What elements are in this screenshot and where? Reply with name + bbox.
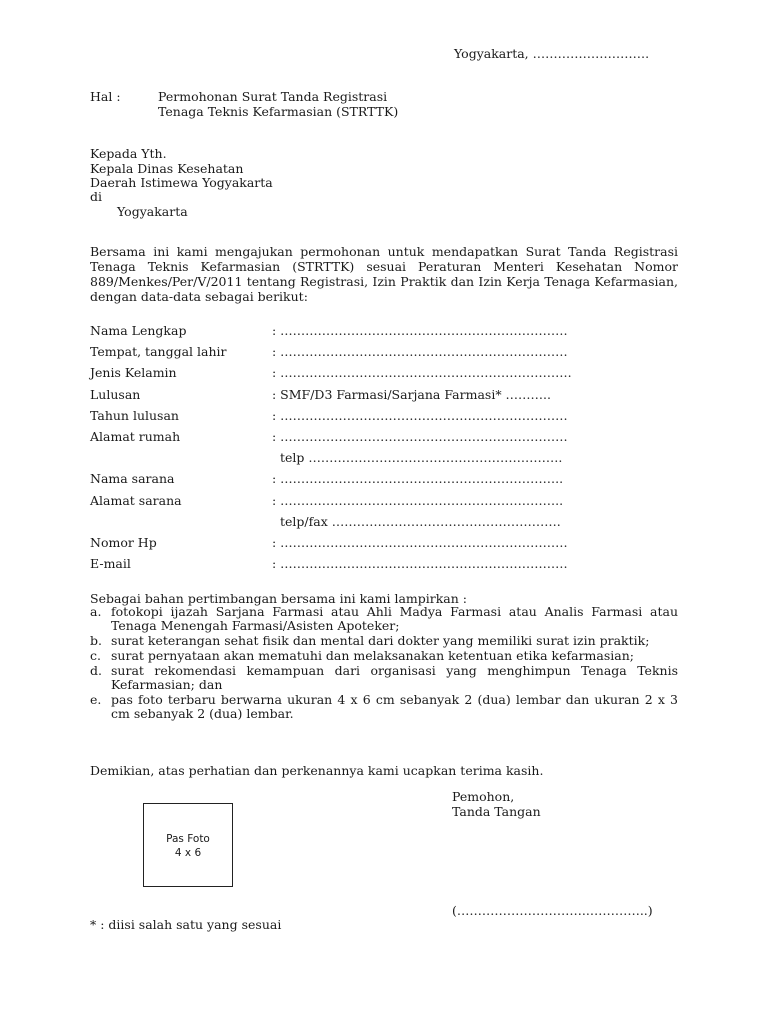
field-value-telpfax: telp/fax ………………………………………………. — [280, 514, 561, 529]
addressee-line-1: Kepada Yth. — [90, 146, 167, 161]
photo-box — [143, 803, 233, 887]
field-value-nama: : …………………………………………………………… — [272, 323, 568, 338]
field-value-alamat-sarana: : ………………………………………………………….. — [272, 493, 564, 508]
field-label-jk: Jenis Kelamin — [90, 365, 177, 380]
field-value-ttl: : …………………………………………………………… — [272, 344, 568, 359]
attachment-item — [90, 649, 678, 663]
field-value-jk: : ……………………………………………………………. — [272, 365, 572, 380]
attachment-mark: e. — [90, 692, 102, 707]
attachments-intro: Sebagai bahan pertimbangan bersama ini kami lampirkan : — [90, 591, 467, 606]
intro-paragraph: Bersama ini kami mengajukan permohonan untuk mendapatkan Surat Tanda Registrasi Tenaga Teknis Kefarmasian (STRTTK) sesuai Peraturan Menteri Kesehatan Nomor 889/Menkes/Per/V/2011 tentang Registrasi, Izin Praktik dan Izin Kerja Tenaga Kefarmasian, dengan data-data sebagai berikut: — [90, 244, 678, 304]
signature-name-line: (…………………………..…………..) — [452, 903, 653, 918]
attachment-text: fotokopi ijazah Sarjana Farmasi atau Ahli Madya Farmasi atau Analis Farmasi atau Tenaga Menengah Farmasi/Asisten Apoteker; — [111, 604, 678, 633]
field-value-hp: : …………………………………………………………… — [272, 535, 568, 550]
photo-size: 4 x 6 — [174, 847, 202, 859]
attachment-text: surat keterangan sehat fisik dan mental dari dokter yang memiliki surat izin praktik; — [111, 633, 650, 648]
subject-line-1: Permohonan Surat Tanda Registrasi — [158, 89, 388, 104]
field-label-email: E-mail — [90, 556, 131, 571]
field-label-tahun: Tahun lulusan — [90, 408, 179, 423]
signature-label: Tanda Tangan — [452, 804, 541, 819]
field-label-alamat: Alamat rumah — [90, 429, 181, 444]
field-label-hp: Nomor Hp — [90, 535, 157, 550]
attachment-text: pas foto terbaru berwarna ukuran 4 x 6 cm sebanyak 2 (dua) lembar dan ukuran 2 x 3 cm sebanyak 2 (dua) lembar. — [111, 692, 678, 721]
attachment-item — [90, 605, 678, 633]
attachment-mark: d. — [90, 663, 102, 678]
attachment-item — [90, 664, 678, 692]
field-label-sarana: Nama sarana — [90, 471, 175, 486]
closing-sentence: Demikian, atas perhatian dan perkenannya kami ucapkan terima kasih. — [90, 763, 544, 778]
attachment-mark: b. — [90, 633, 102, 648]
addressee-line-2: Kepala Dinas Kesehatan — [90, 161, 244, 176]
attachment-mark: c. — [90, 648, 101, 663]
attachment-item — [90, 634, 678, 648]
field-value-telp: telp ……………………………………………………. — [280, 450, 563, 465]
field-label-ttl: Tempat, tanggal lahir — [90, 344, 227, 359]
applicant-label: Pemohon, — [452, 789, 515, 804]
field-value-email: : …………………………………………………………… — [272, 556, 568, 571]
addressee-city: Yogyakarta — [117, 204, 188, 219]
field-value-sarana: : ………………………………………………………….. — [272, 471, 564, 486]
field-label-lulusan: Lulusan — [90, 387, 141, 402]
attachment-item — [90, 693, 678, 721]
place-date: Yogyakarta, ………………………. — [454, 46, 650, 61]
photo-label: Pas Foto — [166, 833, 210, 845]
field-label-nama: Nama Lengkap — [90, 323, 187, 338]
field-label-alamat-sarana: Alamat sarana — [90, 493, 182, 508]
addressee-line-4: di — [90, 189, 102, 204]
footnote: * : diisi salah satu yang sesuai — [90, 917, 282, 932]
field-value-tahun: : …………………………………………………………… — [272, 408, 568, 423]
field-value-alamat: : …………………………………………………………… — [272, 429, 568, 444]
attachments-list — [90, 605, 678, 722]
subject-label: Hal : — [90, 89, 121, 104]
attachment-text: surat rekomendasi kemampuan dari organisasi yang menghimpun Tenaga Teknis Kefarmasian; dan — [111, 663, 678, 692]
attachment-mark: a. — [90, 604, 102, 619]
field-value-lulusan: : SMF/D3 Farmasi/Sarjana Farmasi* ……….. — [272, 387, 551, 402]
addressee-line-3: Daerah Istimewa Yogyakarta — [90, 175, 273, 190]
attachment-text: surat pernyataan akan mematuhi dan melaksanakan ketentuan etika kefarmasian; — [111, 648, 634, 663]
subject-line-2: Tenaga Teknis Kefarmasian (STRTTK) — [158, 104, 399, 119]
